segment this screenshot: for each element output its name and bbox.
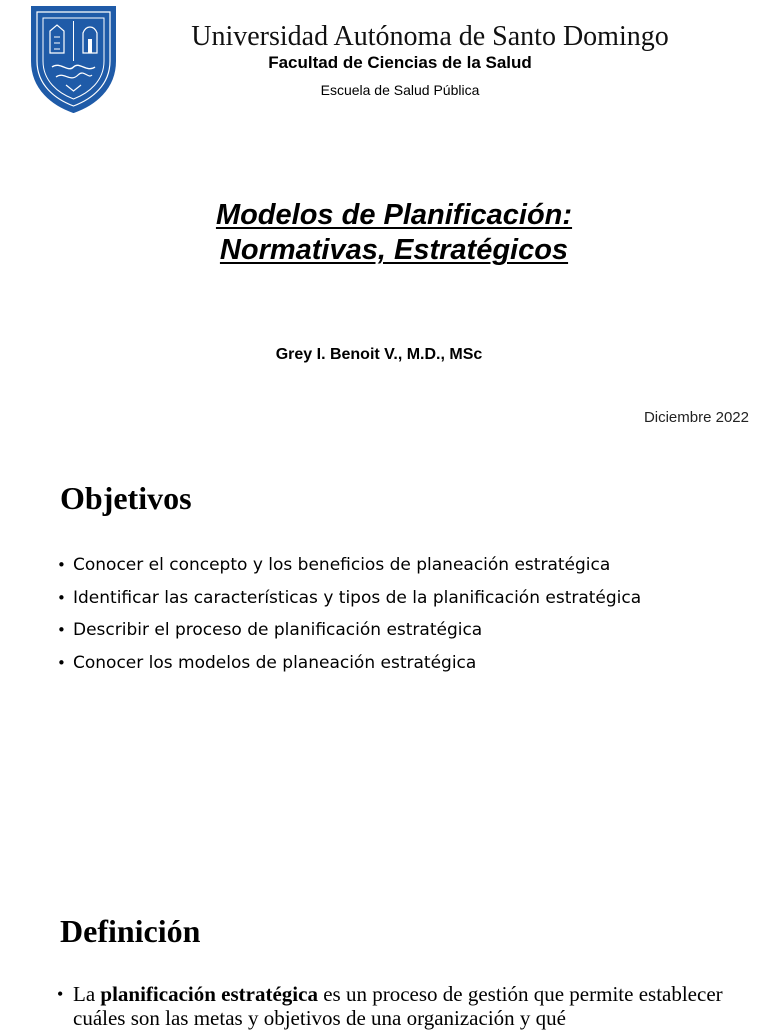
title-slide bbox=[0, 0, 768, 448]
definition-body: es un proceso de gestión que permite establecer cuáles son las metas y objetivos de una organización y qué bbox=[73, 982, 723, 1030]
university-name: Universidad Autónoma de Santo Domingo bbox=[191, 21, 669, 52]
definition-heading: Definición bbox=[60, 913, 201, 949]
list-item: • Conocer el concepto y los beneficios de planeación estratégica bbox=[57, 549, 641, 582]
author-name: Grey I. Benoit V., M.D., MSc bbox=[275, 346, 483, 363]
title-line-1: Modelos de Planificación: bbox=[215, 199, 573, 231]
school-name: Escuela de Salud Pública bbox=[320, 82, 480, 98]
list-item: • Describir el proceso de planificación estratégica bbox=[57, 614, 641, 647]
faculty-name: Facultad de Ciencias de la Salud bbox=[268, 53, 532, 72]
university-seal-icon bbox=[28, 3, 119, 114]
objectives-list bbox=[57, 549, 641, 679]
objectives-slide bbox=[0, 448, 768, 878]
definition-prefix: La bbox=[73, 982, 101, 1006]
presentation-title bbox=[0, 198, 768, 268]
definition-slide bbox=[0, 878, 768, 1030]
objectives-heading: Objetivos bbox=[60, 480, 192, 516]
title-line-2: Normativas, Estratégicos bbox=[219, 234, 569, 266]
presentation-date: Diciembre 2022 bbox=[643, 409, 749, 426]
definition-term: planificación estratégica bbox=[100, 982, 318, 1006]
list-item: • Identificar las características y tipos de la planificación estratégica bbox=[57, 582, 641, 615]
list-item: • Conocer los modelos de planeación estratégica bbox=[57, 647, 641, 680]
definition-paragraph bbox=[57, 982, 723, 1030]
